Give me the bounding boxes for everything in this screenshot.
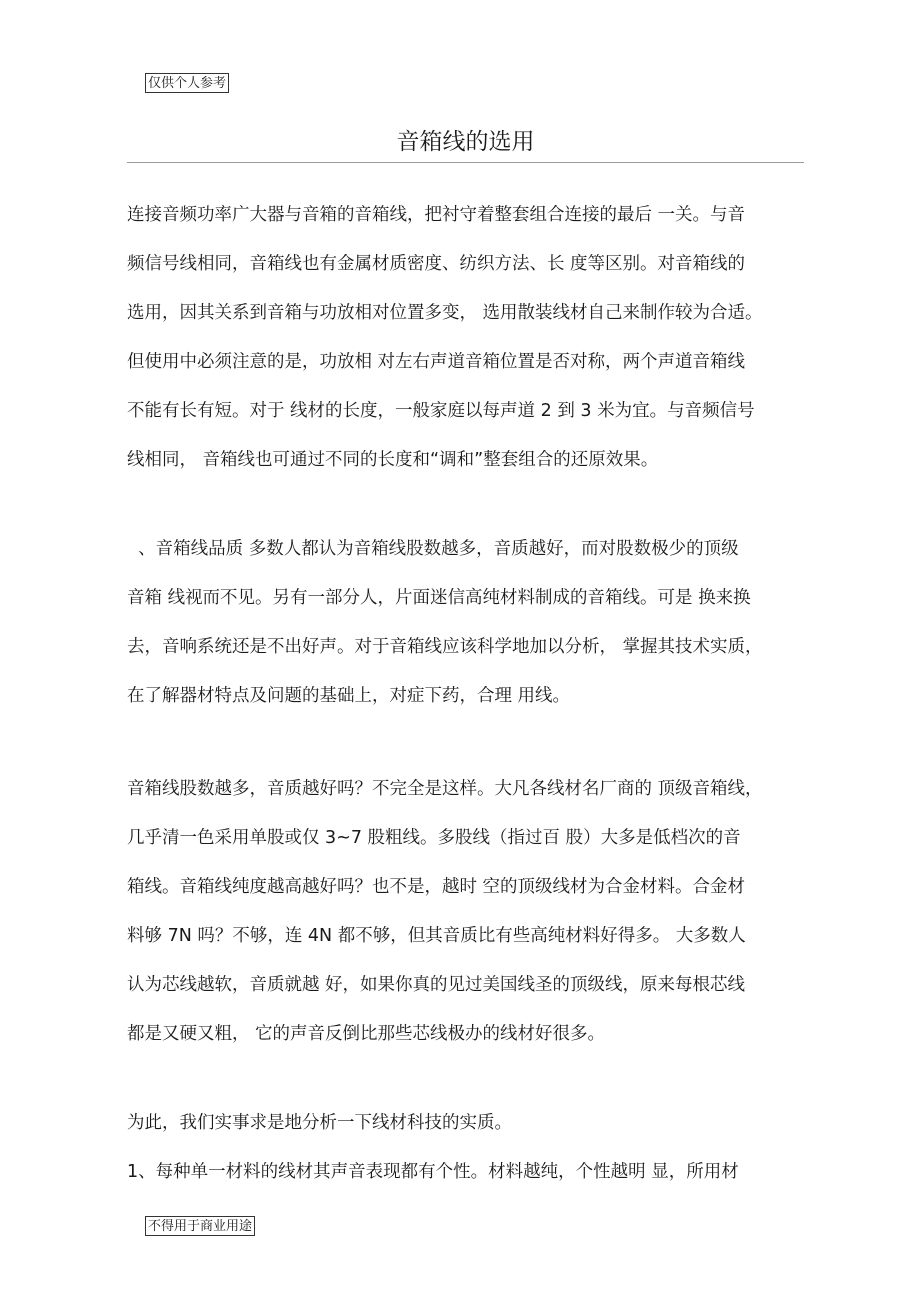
page-title: 音箱线的选用 — [396, 129, 535, 155]
text-line: 箱线。音箱线纯度越高越好吗？也不是，越时 空的顶级线材为合金材料。合金材 — [127, 877, 746, 897]
paragraph-gap — [127, 730, 807, 774]
text-line: 不能有长有短。对于 线材的长度，一般家庭以每声道 2 到 3 米为宜。与音频信号 — [127, 401, 755, 421]
text-line: 为此，我们实事求是地分析一下线材科技的实质。 — [127, 1113, 512, 1133]
paragraph-1 — [127, 200, 807, 494]
document-body — [127, 200, 807, 1206]
text-line: 、音箱线品质 多数人都认为音箱线股数越多，音质越好，而对股数极少的顶级 — [127, 539, 739, 559]
header-watermark-tag: 仅供个人参考 — [145, 73, 229, 93]
text-line: 料够 7N 吗？不够，连 4N 都不够，但其音质比有些高纯材料好得多。 大多数人 — [127, 926, 746, 946]
text-line: 频信号线相同，音箱线也有金属材质密度、纺织方法、长 度等区别。对音箱线的 — [127, 254, 746, 274]
text-line: 线相同， 音箱线也可通过不同的长度和“调和”整套组合的还原效果。 — [127, 450, 659, 470]
text-line: 但使用中必须注意的是，功放相 对左右声道音箱位置是否对称，两个声道音箱线 — [127, 352, 746, 372]
text-line: 认为芯线越软，音质就越 好，如果你真的见过美国线圣的顶级线，原来每根芯线 — [127, 975, 746, 995]
text-line: 在了解器材特点及问题的基础上，对症下药，合理 用线。 — [127, 686, 571, 706]
paragraph-4 — [127, 1108, 807, 1206]
text-line: 选用，因其关系到音箱与功放相对位置多变， 选用散装线材自己来制作较为合适。 — [127, 303, 763, 323]
title-divider — [127, 162, 804, 163]
text-line: 连接音频功率广大器与音箱的音箱线，把衬守着整套组合连接的最后 一关。与音 — [127, 205, 746, 225]
text-line: 音箱线股数越多，音质越好吗？不完全是这样。大凡各线材名厂商的 顶级音箱线， — [127, 779, 763, 799]
text-line: 去，音响系统还是不出好声。对于音箱线应该科学地加以分析， 掌握其技术实质， — [127, 637, 763, 657]
text-line: 音箱 线视而不见。另有一部分人，片面迷信高纯材料制成的音箱线。可是 换来换 — [127, 588, 751, 608]
paragraph-gap — [127, 1068, 807, 1108]
text-line: 1、每种单一材料的线材其声音表现都有个性。材料越纯，个性越明 显，所用材 — [127, 1162, 739, 1182]
text-line: 几乎清一色采用单股或仅 3~7 股粗线。多股线（指过百 股）大多是低档次的音 — [127, 828, 741, 848]
paragraph-2 — [127, 534, 807, 730]
footer-watermark-tag: 不得用于商业用途 — [145, 1216, 255, 1236]
text-line: 都是又硬又粗， 它的声音反倒比那些芯线极办的线材好很多。 — [127, 1024, 606, 1044]
paragraph-3 — [127, 774, 807, 1068]
paragraph-gap — [127, 494, 807, 534]
